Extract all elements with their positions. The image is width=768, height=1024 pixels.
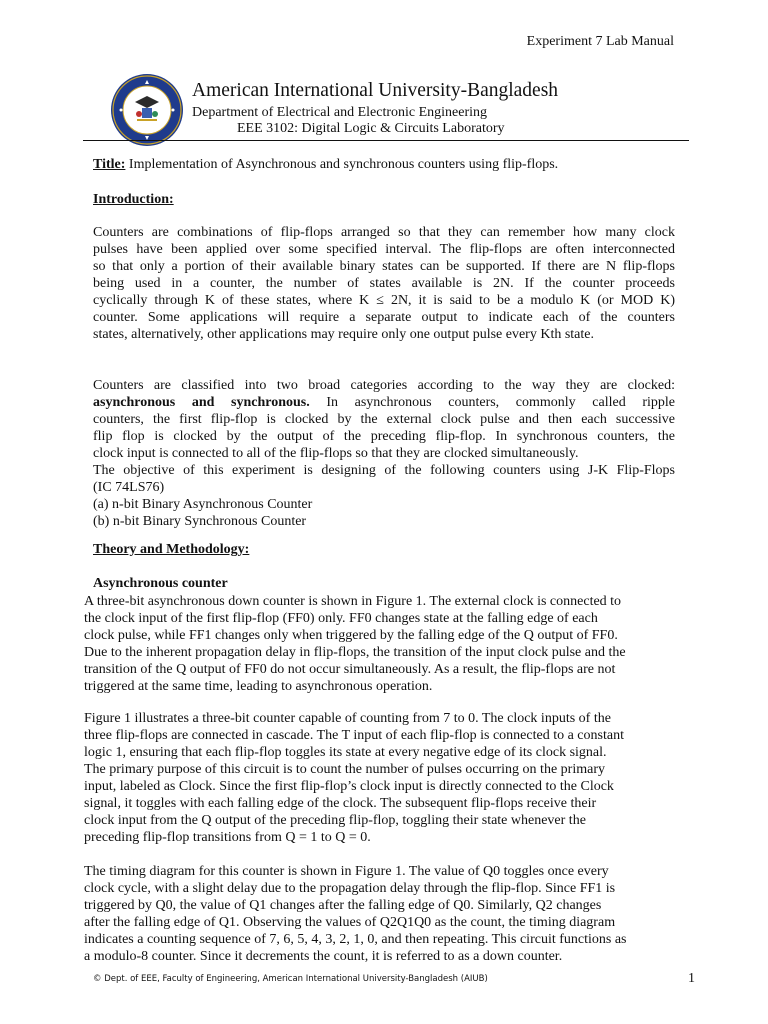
text-line: Counters are combinations of flip-flops arranged so that they can remember how many clock — [93, 225, 675, 240]
text-line: input, labeled as Clock. Since the first flip-flop’s clock input is directly connected to the Clock — [84, 779, 614, 794]
title-label: Title: — [93, 157, 126, 172]
title-text: Implementation of Asynchronous and synchronous counters using flip-flops. — [125, 157, 559, 172]
introduction-paragraph-1 — [93, 224, 675, 343]
footer-copyright: © Dept. of EEE, Faculty of Engineering, American International University-Bangladesh (AIUB) — [93, 974, 488, 984]
text-line: triggered by Q0, the value of Q1 changes after the falling edge of Q0. Similarly, Q2 changes — [84, 898, 602, 913]
text-line: triggered at the same time, leading to asynchronous operation. — [84, 679, 433, 694]
objective-line: The objective of this experiment is designing of the following counters using J-K Flip-Flops — [93, 463, 675, 478]
text-line: three flip-flops are connected in cascade. The T input of each flip-flop is connected to a constant — [84, 728, 624, 743]
text-line: The primary purpose of this circuit is to count the number of pulses occurring on the primary — [84, 762, 605, 777]
experiment-label: Experiment 7 Lab Manual — [526, 34, 674, 49]
university-seal-logo — [109, 72, 185, 148]
text-line: signal, it toggles with each falling edge of the clock. The subsequent flip-flops receive their — [84, 796, 597, 811]
course-name: EEE 3102: Digital Logic & Circuits Laboratory — [237, 121, 505, 136]
text-line: states, alternatively, other applications may require only one output pulse every Kth state. — [93, 327, 594, 342]
list-item: (a) n-bit Binary Asynchronous Counter — [93, 497, 313, 512]
text-line: Counters are classified into two broad categories according to the way they are clocked: — [93, 378, 675, 393]
text-line: a modulo-8 counter. Since it decrements the count, it is referred to as a down counter. — [84, 949, 563, 964]
text-line — [93, 394, 675, 411]
text-line: Due to the inherent propagation delay in flip-flops, the transition of the input clock pulse and the — [84, 645, 626, 660]
department-name: Department of Electrical and Electronic Engineering — [192, 105, 488, 120]
text-line: clock input from the Q output of the preceding flip-flop, toggling their state whenever the — [84, 813, 586, 828]
text-line: counters, the first flip-flop is clocked by the external clock pulse and then each successive — [93, 412, 675, 427]
text-line: preceding flip-flop transitions from Q = 1 to Q = 0. — [84, 830, 371, 845]
text-line: being used in a counter, the number of states available is 2N. If the counter proceeds — [93, 276, 675, 291]
university-name: American International University-Bangladesh — [192, 80, 559, 101]
text-line: after the falling edge of Q1. Observing the values of Q2Q1Q0 as the count, the timing diagram — [84, 915, 616, 930]
text-line: pulses have been applied over some specified interval. The flip-flops are often interconnected — [93, 242, 675, 257]
text-line: Figure 1 illustrates a three-bit counter capable of counting from 7 to 0. The clock inputs of the — [84, 711, 611, 726]
list-item: (b) n-bit Binary Synchronous Counter — [93, 514, 307, 529]
page-number: 1 — [688, 971, 695, 986]
async-counter-heading: Asynchronous counter — [93, 576, 228, 591]
text-line: cyclically through K of these states, where K ≤ 2N, it is said to be a modulo K (or MOD K) — [93, 293, 675, 308]
text-line: counter. Some applications will require a separate output to indicate each of the counters — [93, 310, 675, 325]
theory-paragraph-1 — [84, 593, 684, 695]
text-line: A three-bit asynchronous down counter is shown in Figure 1. The external clock is connected to — [84, 594, 622, 609]
text-line: so that only a portion of their available binary states can be supported. If there are N flip-flops — [93, 259, 675, 274]
text-line: indicates a counting sequence of 7, 6, 5, 4, 3, 2, 1, 0, and then repeating. This circuit functions as — [84, 932, 627, 947]
text-line: the clock input of the first flip-flop (FF0) only. FF0 changes state at the falling edge of each — [84, 611, 598, 626]
text-line: flip flop is clocked by the output of the preceding flip-flop. In synchronous counters, the — [93, 429, 675, 444]
header-divider — [83, 140, 689, 141]
text-line: logic 1, ensuring that each flip-flop toggles its state at every negative edge of its clock signal. — [84, 745, 607, 760]
theory-heading: Theory and Methodology: — [93, 542, 250, 557]
text-line: The timing diagram for this counter is shown in Figure 1. The value of Q0 toggles once every — [84, 864, 609, 879]
theory-paragraph-3 — [84, 863, 684, 965]
bold-terms: asynchronous and synchronous. — [93, 395, 310, 410]
text-line: clock input is connected to all of the flip-flops so that they are clocked simultaneously. — [93, 446, 579, 461]
text-fragment: In asynchronous counters, commonly called ripple — [309, 395, 675, 410]
text-line: clock pulse, while FF1 changes only when triggered by the falling edge of the Q output of FF0. — [84, 628, 618, 643]
introduction-paragraph-2 — [93, 377, 675, 530]
text-line: clock cycle, with a slight delay due to the propagation delay through the flip-flop. Since FF1 is — [84, 881, 616, 896]
text-line: transition of the Q output of FF0 do not occur simultaneously. As a result, the flip-flops are not — [84, 662, 616, 677]
document-title — [93, 157, 558, 173]
theory-paragraph-2 — [84, 710, 684, 846]
introduction-heading: Introduction: — [93, 192, 174, 207]
objective-line: (IC 74LS76) — [93, 480, 165, 495]
